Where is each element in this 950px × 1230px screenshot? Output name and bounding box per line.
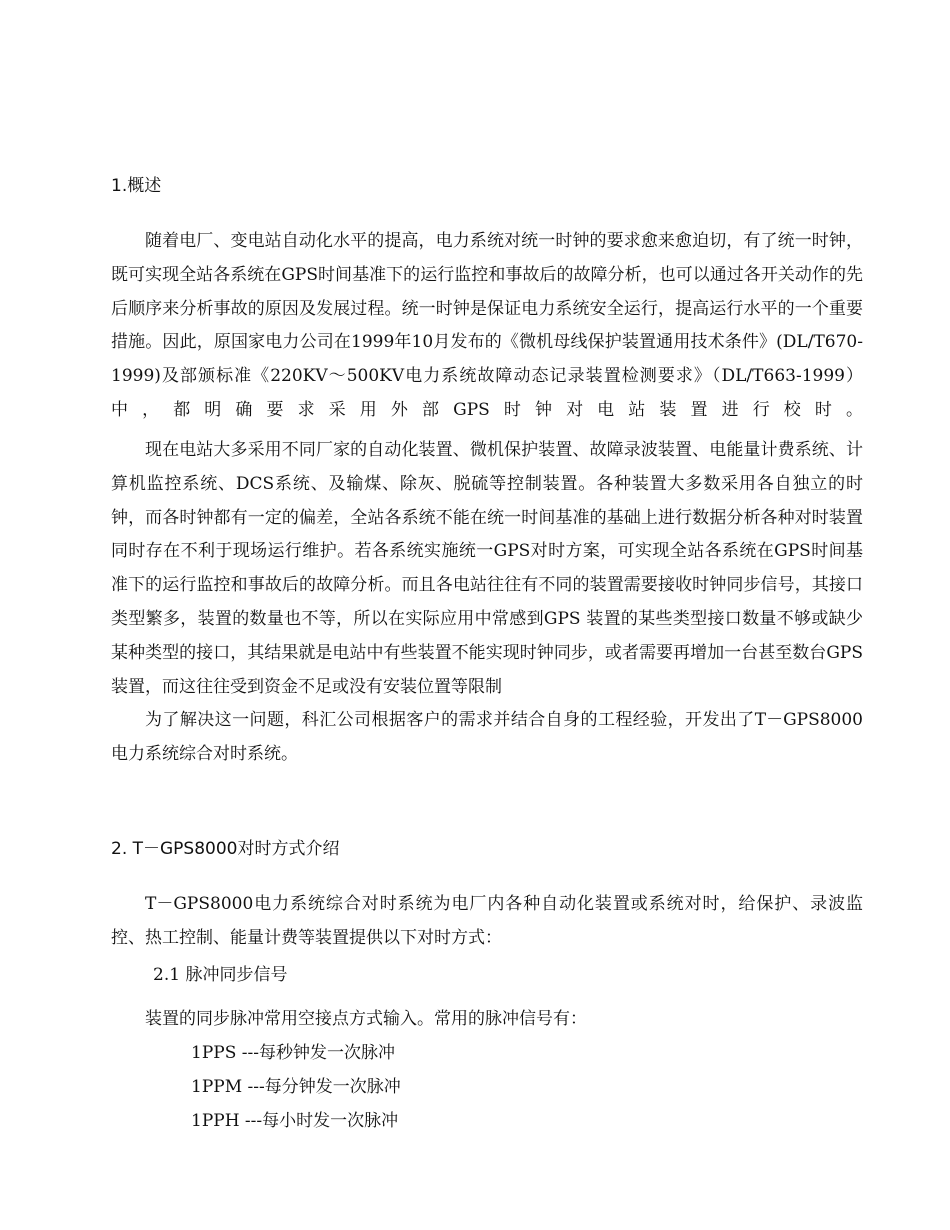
pulse-intro: 装置的同步脉冲常用空接点方式输入。常用的脉冲信号有： xyxy=(145,1009,587,1029)
section-1-heading: 1.概述 xyxy=(111,176,162,196)
pulse-item-1pph: 1PPH ---每小时发一次脉冲 xyxy=(191,1111,399,1131)
section-2-heading: 2. T－GPS8000对时方式介绍 xyxy=(111,839,340,859)
subsection-2-1-heading: 2.1 脉冲同步信号 xyxy=(153,965,288,985)
section-1-paragraph-2: 现在电站大多采用不同厂家的自动化装置、微机保护装置、故障录波装置、电能量计费系统、计算机监控系统、DCS系统、及输煤、除灰、脱硫等控制装置。各种装置大多数采用各自独立的时钟，而各时钟都有一定的偏差，全站各系统不能在统一时间基准的基础上进行数据分析各种对时装置同时存在不利于现场运行维护。若各系统实施统一GPS对时方案，可实现全站各系统在GPS时间基准下的运行监控和事故后的故障分析。而且各电站往往有不同的装置需要接收时钟同步信号，其接口类型繁多，装置的数量也不等，所以在实际应用中常感到GPS 装置的某些类型接口数量不够或缺少某种类型的接口，其结果就是电站中有些装置不能实现时钟同步，或者需要再增加一台甚至数台GPS装置，而这往往受到资金不足或没有安装位置等限制 xyxy=(111,440,863,697)
section-2-intro: T－GPS8000电力系统综合对时系统为电厂内各种自动化装置或系统对时，给保护、录波监控、热工控制、能量计费等装置提供以下对时方式： xyxy=(111,894,863,948)
pulse-item-1ppm: 1PPM ---每分钟发一次脉冲 xyxy=(191,1077,401,1097)
section-1-paragraph-1: 随着电厂、变电站自动化水平的提高，电力系统对统一时钟的要求愈来愈迫切，有了统一时钟，既可实现全站各系统在GPS时间基准下的运行监控和事故后的故障分析，也可以通过各开关动作的先后顺序来分析事故的原因及发展过程。统一时钟是保证电力系统安全运行，提高运行水平的一个重要措施。因此，原国家电力公司在1999年10月发布的《微机母线保护装置通用技术条件》(DL/T670-1999)及部颁标准《220KV～500KV电力系统故障动态记录装置检测要求》（DL/T663-1999）中，都明确要求采用外部GPS时钟对电站装置进行校时。 xyxy=(111,231,863,420)
pulse-item-1pps: 1PPS ---每秒钟发一次脉冲 xyxy=(191,1043,395,1063)
section-1-paragraph-3: 为了解决这一问题，科汇公司根据客户的需求并结合自身的工程经验，开发出了T－GPS8000电力系统综合对时系统。 xyxy=(111,710,863,764)
